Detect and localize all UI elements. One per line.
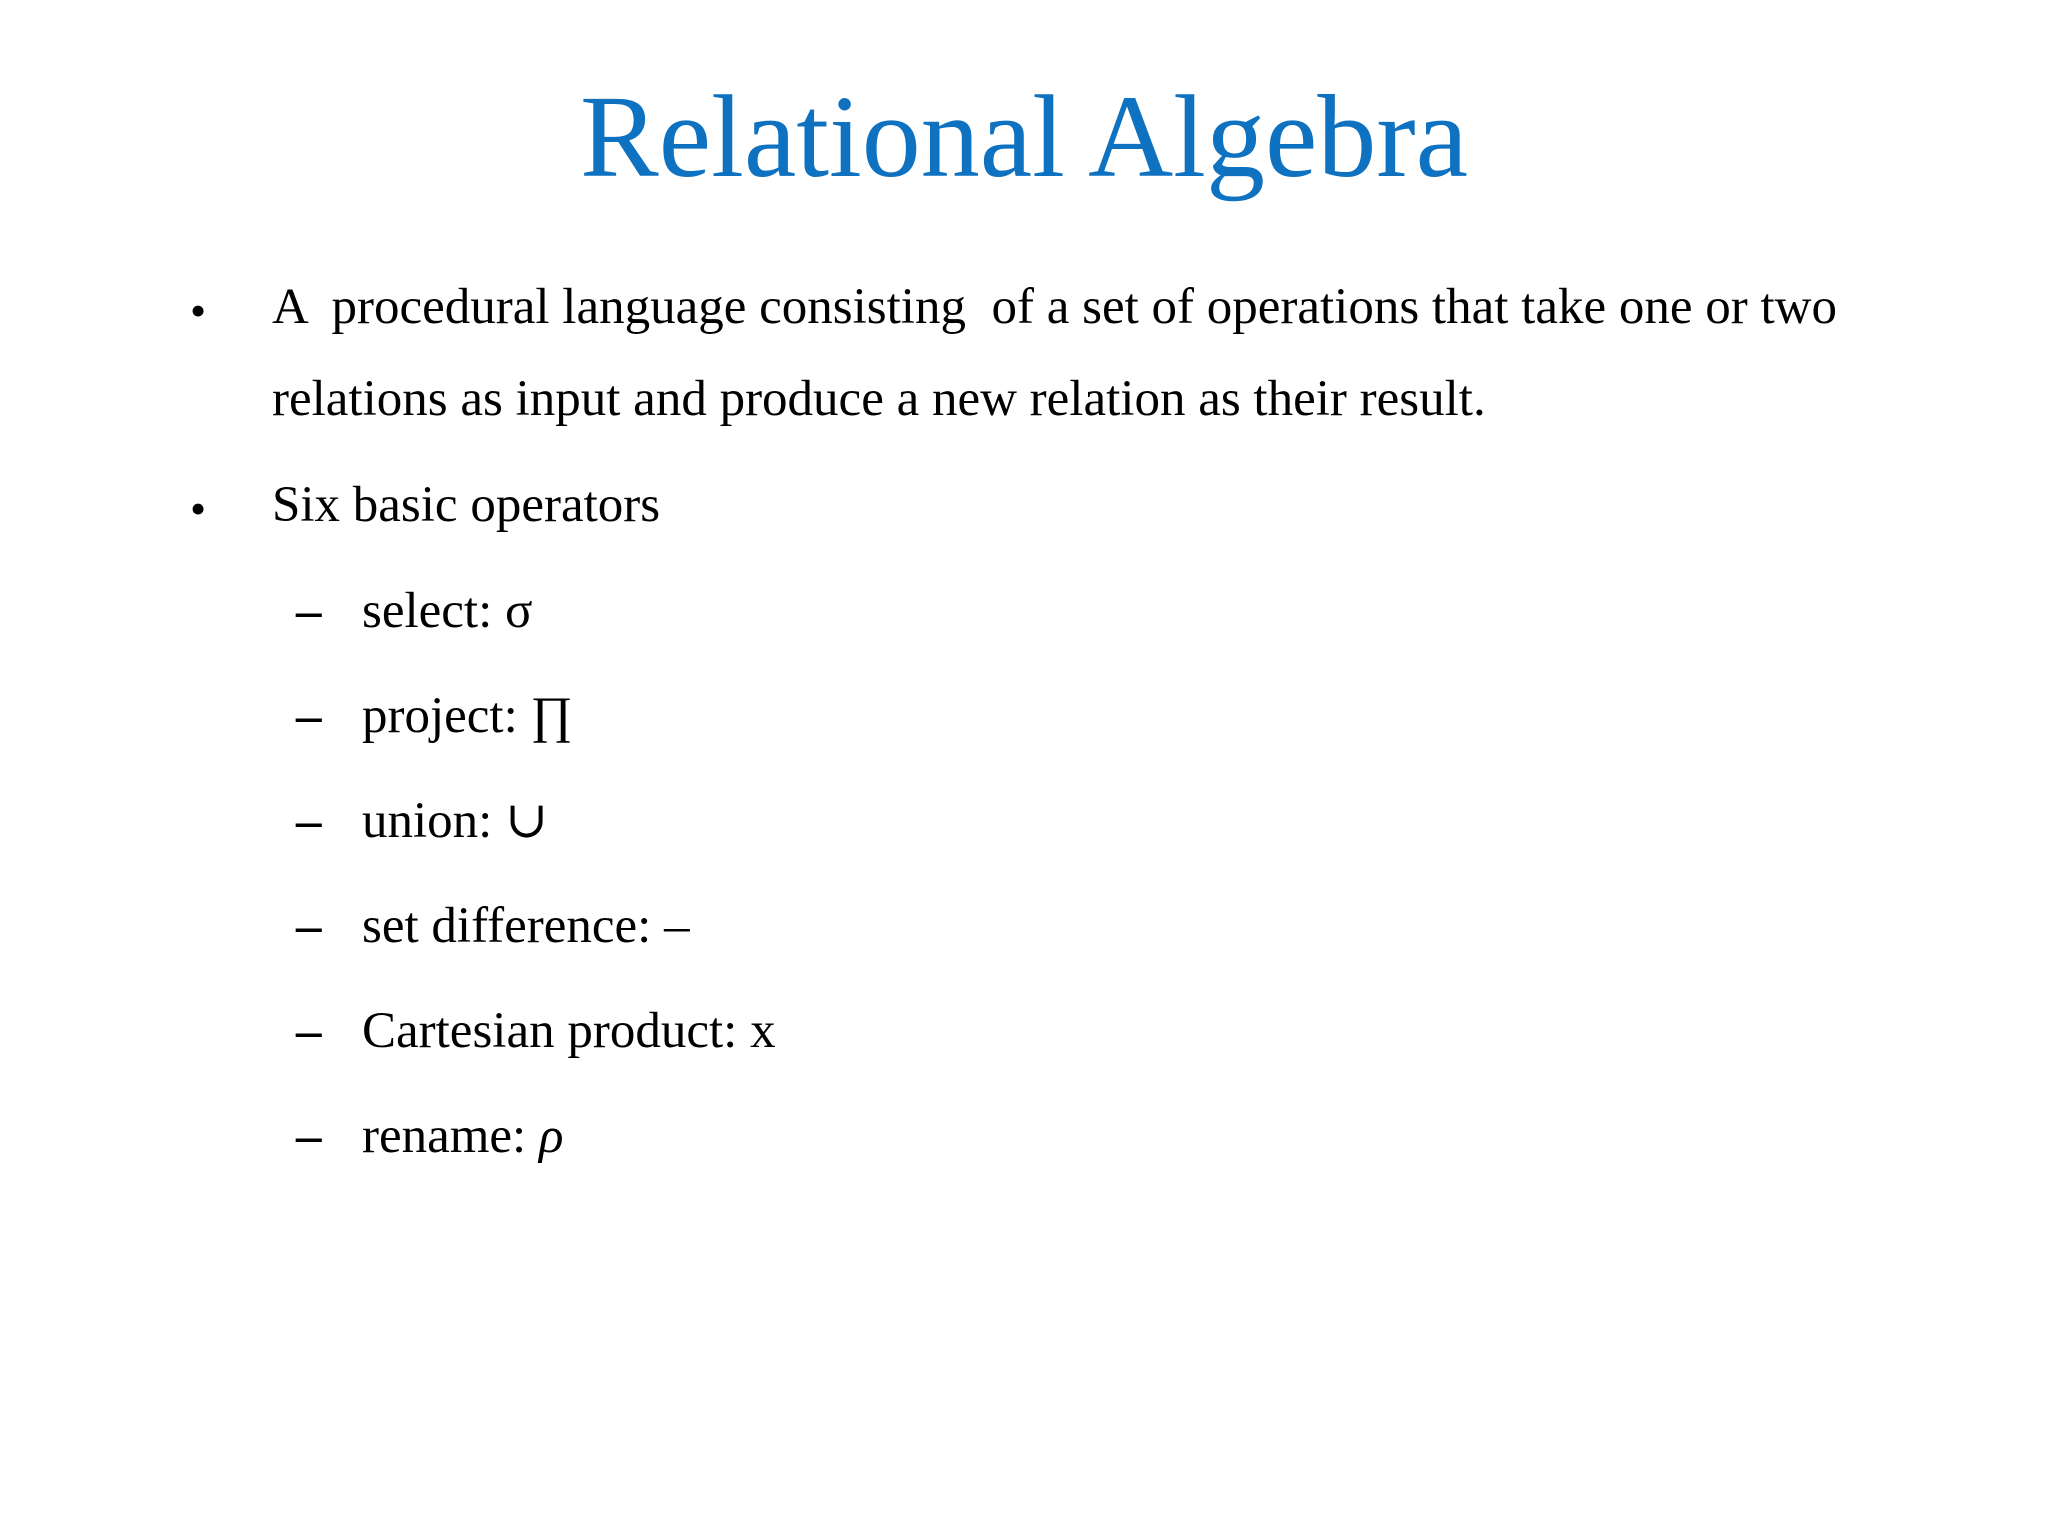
operator-label: set difference:	[362, 898, 665, 954]
bullet-1-line-2: relations as input and produce a new relation as their result.	[272, 371, 1486, 427]
operator-label: project:	[362, 688, 531, 744]
operator-label: select:	[362, 583, 506, 639]
operator-label: rename:	[362, 1108, 539, 1164]
operator-label: Cartesian product:	[362, 1003, 751, 1059]
union-symbol: ∪	[505, 793, 548, 849]
operator-select	[362, 583, 533, 639]
sub-bullet-marker: –	[296, 1003, 322, 1059]
bullet-1-line-1: A procedural language consisting of a set of operations that take one or two	[272, 279, 1837, 335]
operator-label: union:	[362, 793, 506, 849]
operator-cartesian-product	[362, 1003, 776, 1059]
sub-bullet-marker: –	[296, 688, 322, 744]
sub-bullet-marker: –	[296, 793, 322, 849]
sub-bullet-marker: –	[296, 583, 322, 639]
sub-bullet-marker: –	[296, 1108, 322, 1164]
rho-symbol: ρ	[538, 1108, 564, 1164]
operator-rename	[362, 1108, 564, 1164]
pi-product-symbol: ∏	[530, 688, 573, 744]
times-symbol: x	[750, 1003, 776, 1059]
slide-title: Relational Algebra	[580, 71, 1468, 202]
bullet-marker: •	[190, 285, 207, 336]
operator-project	[362, 688, 573, 744]
bullet-2-line-1: Six basic operators	[272, 477, 661, 533]
minus-symbol: –	[664, 898, 690, 954]
operator-set-difference	[362, 898, 690, 954]
bullet-marker: •	[190, 483, 207, 534]
sigma-symbol: σ	[505, 583, 533, 639]
operator-union	[362, 793, 548, 849]
sub-bullet-marker: –	[296, 898, 322, 954]
